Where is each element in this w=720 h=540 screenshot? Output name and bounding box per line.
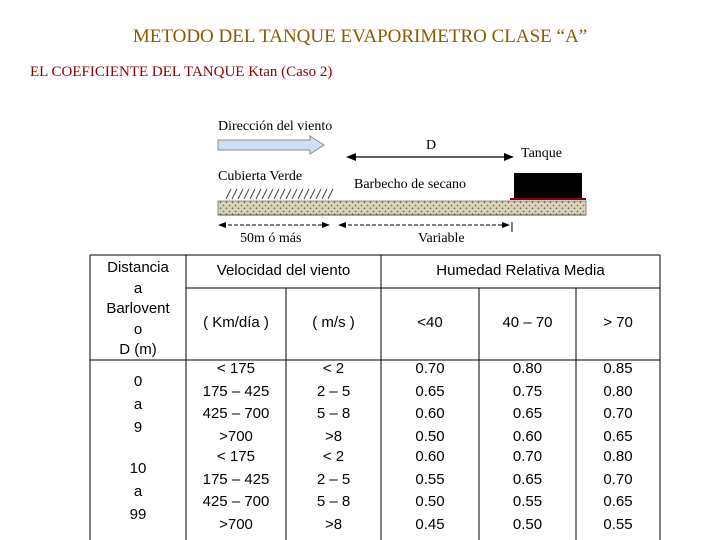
- table-value: >700: [219, 515, 253, 533]
- table-value: 0.50: [512, 515, 543, 533]
- table-value: 425 – 700: [202, 405, 270, 422]
- distance-line: 9: [133, 419, 143, 436]
- table-value: < 2: [322, 360, 345, 377]
- wind-direction-label: Dirección del viento: [218, 119, 333, 134]
- table-value: 0.65: [512, 470, 543, 488]
- tank-label: Tanque: [521, 146, 563, 161]
- table-value: 2 – 5: [316, 382, 351, 400]
- table-value: 0.75: [512, 382, 543, 400]
- table-value: 0.50: [415, 493, 445, 510]
- page-title: METODO DEL TANQUE EVAPORIMETRO CLASE “A”: [132, 26, 588, 47]
- table-value: 0.80: [603, 382, 633, 400]
- kmday-cell: [186, 446, 286, 536]
- distance-group-0-9: [90, 370, 186, 439]
- table-value: < 175: [217, 360, 255, 377]
- table-value: < 2: [322, 448, 345, 465]
- green-cover-label: Cubierta Verde: [218, 169, 303, 184]
- table-value: 2 – 5: [316, 470, 351, 488]
- distance-line: 0: [133, 373, 143, 390]
- table-value: 0.60: [512, 427, 543, 445]
- unit-kmday-header: ( Km/día ): [203, 314, 269, 331]
- table-value: >700: [219, 427, 253, 445]
- rh-mid-header: 40 – 70: [502, 314, 553, 331]
- kmday-cell: [186, 358, 286, 448]
- table-value: 0.50: [415, 427, 445, 445]
- distance-label: D: [426, 138, 437, 153]
- table-value: 0.80: [512, 360, 543, 377]
- page-subtitle: EL COEFICIENTE DEL TANQUE Ktan (Caso 2): [30, 64, 333, 80]
- dry-fallow-label: Barbecho de secano: [354, 177, 466, 192]
- distance-header-line: o: [133, 320, 143, 338]
- rh-low-header: <40: [417, 314, 443, 331]
- wind-speed-header: Velocidad del viento: [216, 262, 351, 279]
- rh-low-cell: [381, 446, 479, 536]
- distance-group-10-99: [90, 457, 186, 526]
- table-value: 175 – 425: [202, 382, 270, 400]
- rh-mid-cell: [479, 358, 576, 448]
- rh-mid-cell: [479, 446, 576, 536]
- table-value: 0.65: [512, 405, 543, 422]
- table-value: 0.65: [603, 493, 633, 510]
- distance-header-line: a: [133, 279, 143, 297]
- variable-label: Variable: [418, 231, 465, 246]
- table-value: < 175: [217, 448, 255, 465]
- table-value: 0.60: [415, 405, 445, 422]
- rh-high-header: > 70: [603, 314, 633, 331]
- distance-line: a: [133, 483, 143, 500]
- humidity-header: Humedad Relativa Media: [436, 262, 605, 279]
- table-value: 175 – 425: [202, 470, 270, 488]
- table-value: 0.55: [603, 515, 633, 533]
- distance-header-line: D (m): [119, 341, 157, 358]
- table-value: 5 – 8: [316, 493, 351, 510]
- table-value: >8: [324, 427, 343, 445]
- rh-high-cell: [576, 446, 660, 536]
- ms-cell: [286, 358, 381, 448]
- table-value: 0.70: [415, 360, 445, 377]
- table-value: 0.60: [415, 448, 445, 465]
- table-value: >8: [324, 515, 343, 533]
- distance-header-line: Barlovent: [106, 300, 170, 317]
- distance-line: 99: [129, 506, 147, 523]
- distance-line: a: [133, 396, 143, 413]
- table-value: 0.65: [415, 382, 445, 400]
- ms-cell: [286, 446, 381, 536]
- table-value: 425 – 700: [202, 493, 270, 510]
- table-value: 0.55: [512, 493, 543, 510]
- unit-ms-header: ( m/s ): [312, 314, 355, 331]
- rh-low-cell: [381, 358, 479, 448]
- distance-line: 10: [129, 460, 147, 477]
- distance-header-line: Distancia: [107, 259, 169, 276]
- fifty-meters-label: 50m ó más: [240, 231, 302, 246]
- table-value: 0.70: [603, 405, 633, 422]
- table-value: 0.65: [603, 427, 633, 445]
- table-value: 0.80: [603, 448, 633, 465]
- table-value: 0.85: [603, 360, 633, 377]
- table-value: 0.55: [415, 470, 445, 488]
- table-value: 5 – 8: [316, 405, 351, 422]
- table-value: 0.70: [512, 448, 543, 465]
- distance-header: [90, 258, 186, 361]
- rh-high-cell: [576, 358, 660, 448]
- table-value: 0.70: [603, 470, 633, 488]
- table-value: 0.45: [415, 515, 445, 533]
